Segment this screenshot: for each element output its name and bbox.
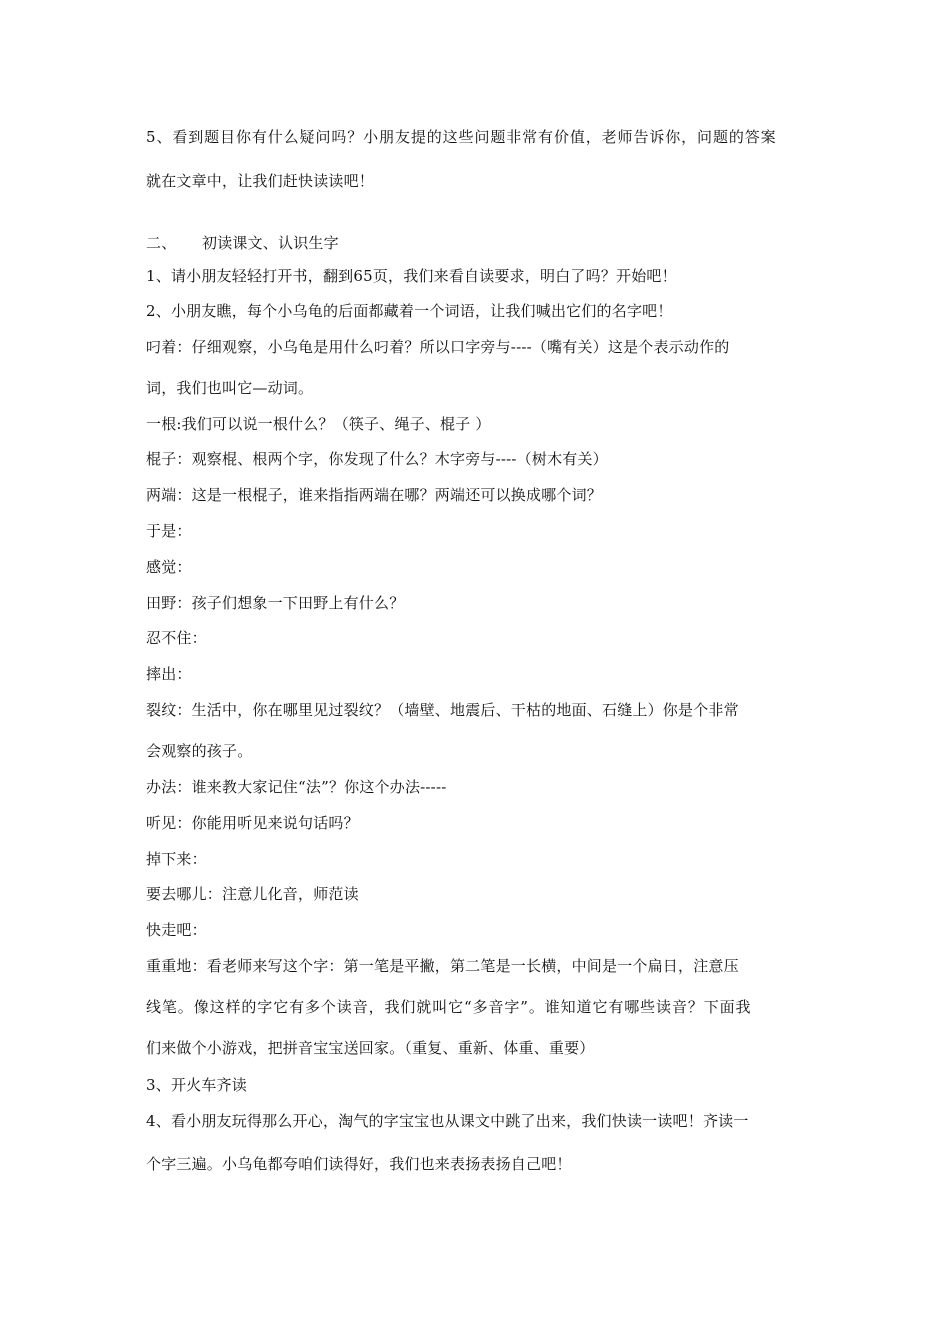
paragraph-line: 忍不住： (146, 629, 207, 647)
paragraph-line: 两端：这是一根棍子，谁来指指两端在哪？两端还可以换成哪个词？ (146, 486, 603, 504)
paragraph-line: 词，我们也叫它—动词。 (146, 379, 314, 397)
paragraph-line: 听见：你能用听见来说句话吗？ (146, 814, 359, 832)
paragraph-line: 田野：孩子们想象一下田野上有什么？ (146, 594, 405, 612)
section-title: 初读课文、认识生字 (202, 234, 339, 252)
paragraph-line: 会观察的孩子。 (146, 742, 253, 760)
paragraph-line: 就在文章中，让我们赶快读读吧！ (146, 172, 375, 190)
paragraph-line: 办法：谁来教大家记住“法”？你这个办法----- (146, 778, 447, 796)
paragraph-line: 个字三遍。小乌龟都夸咱们读得好，我们也来表扬表扬自己吧！ (146, 1155, 572, 1173)
section-number: 二、 (146, 234, 177, 252)
paragraph-line: 线笔。像这样的字它有多个读音，我们就叫它“多音字”。谁知道它有哪些读音？下面我 (146, 998, 752, 1016)
paragraph-line: 4、看小朋友玩得那么开心，淘气的字宝宝也从课文中跳了出来，我们快读一读吧！齐读一 (146, 1112, 749, 1130)
paragraph-line: 感觉： (146, 558, 192, 576)
paragraph-line: 重重地：看老师来写这个字：第一笔是平撇，第二笔是一长横，中间是一个扁日，注意压 (146, 957, 739, 975)
paragraph-line: 裂纹：生活中，你在哪里见过裂纹？（墙壁、地震后、干枯的地面、石缝上）你是个非常 (146, 701, 739, 719)
paragraph-line: 5、看到题目你有什么疑问吗？小朋友提的这些问题非常有价值，老师告诉你，问题的答案 (146, 128, 777, 146)
paragraph-line: 叼着：仔细观察，小乌龟是用什么叼着？所以口字旁与----（嘴有关）这是个表示动作的 (146, 338, 730, 356)
paragraph-line: 摔出： (146, 665, 192, 683)
section-heading (146, 233, 816, 253)
paragraph-line: 于是： (146, 522, 192, 540)
paragraph-line: 一根:我们可以说一根什么？（筷子、绳子、棍子 ） (146, 415, 491, 433)
paragraph-line: 快走吧： (146, 921, 207, 939)
paragraph-line: 棍子：观察棍、根两个字，你发现了什么？木字旁与----（树木有关） (146, 450, 608, 468)
paragraph-line: 们来做个小游戏，把拼音宝宝送回家。（重复、重新、体重、重要） (146, 1039, 595, 1057)
paragraph-line: 3、开火车齐读 (146, 1076, 247, 1094)
paragraph-line: 2、小朋友瞧，每个小乌龟的后面都藏着一个词语，让我们喊出它们的名字吧！ (146, 302, 673, 320)
paragraph-line: 要去哪儿：注意儿化音，师范读 (146, 885, 359, 903)
paragraph-line: 掉下来： (146, 850, 207, 868)
paragraph-line: 1、请小朋友轻轻打开书，翻到65页，我们来看自读要求，明白了吗？开始吧！ (146, 267, 677, 285)
